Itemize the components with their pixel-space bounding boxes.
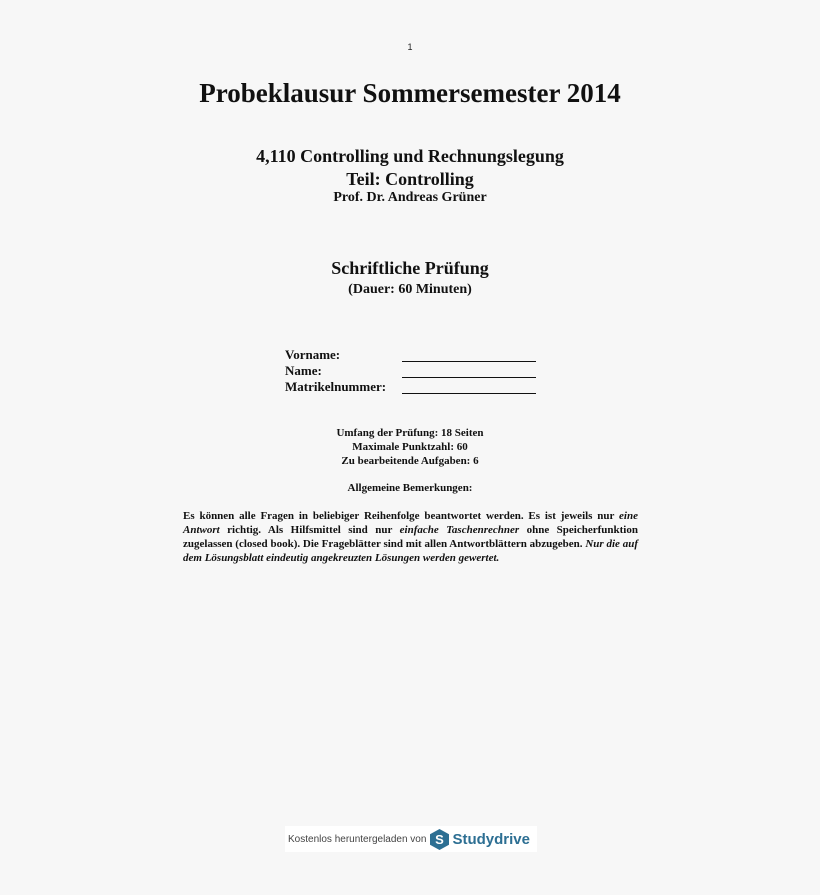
exam-info	[0, 426, 820, 468]
page-number: 1	[407, 42, 413, 52]
course-name: 4,110 Controlling und Rechnungslegung	[256, 146, 564, 166]
field-row-matrikelnummer	[285, 379, 545, 395]
exam-max-points: Maximale Punktzahl: 60	[352, 441, 468, 453]
document-title: Probeklausur Sommersemester 2014	[199, 78, 621, 108]
remarks-text: ohne Speicherfunktion zugelassen (closed book). Die Frageblätter sind mit allen Antwortblättern abzugeben.	[183, 524, 638, 550]
course-heading	[0, 145, 820, 191]
exam-duration: (Dauer: 60 Minuten)	[348, 282, 472, 297]
remarks-emphasis: eine Antwort	[183, 510, 638, 536]
exam-tasks: Zu bearbeitende Aufgaben: 6	[341, 455, 479, 467]
svg-text:S: S	[435, 831, 445, 847]
remarks-text: richtig. Als Hilfsmittel sind nur	[219, 524, 400, 536]
remarks-paragraph	[183, 509, 638, 565]
blank-line	[402, 363, 536, 378]
remarks-heading: Allgemeine Bemerkungen:	[347, 482, 473, 494]
download-footer[interactable]	[285, 826, 537, 852]
field-label: Matrikelnummer:	[285, 379, 387, 394]
student-fields	[285, 347, 545, 395]
field-row-vorname	[285, 347, 545, 363]
blank-line	[402, 347, 536, 362]
professor-name: Prof. Dr. Andreas Grüner	[333, 190, 487, 205]
blank-line	[402, 379, 536, 394]
studydrive-brand[interactable]: Studydrive	[452, 830, 530, 848]
field-label: Name:	[285, 363, 322, 378]
studydrive-logo-icon	[430, 829, 449, 850]
footer-text: Kostenlos heruntergeladen von	[288, 833, 427, 845]
course-part: Teil: Controlling	[346, 169, 474, 189]
field-label: Vorname:	[285, 347, 341, 362]
exam-title: Schriftliche Prüfung	[331, 258, 489, 278]
remarks-text: Es können alle Fragen in beliebiger Reihenfolge beantwortet werden. Es ist jeweils nur	[183, 510, 620, 522]
remarks-emphasis: einfache Taschenrechner	[399, 524, 520, 536]
remarks-emphasis: Nur die auf dem Lösungsblatt eindeutig angekreuzten Lösungen werden gewertet.	[183, 538, 638, 564]
exam-pages: Umfang der Prüfung: 18 Seiten	[336, 427, 484, 439]
field-row-name	[285, 363, 545, 379]
